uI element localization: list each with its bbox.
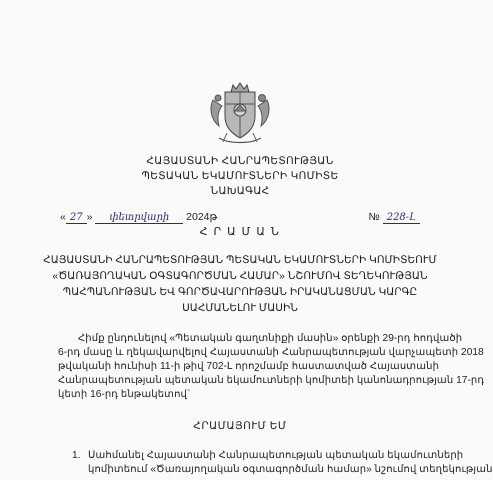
subject-line: «ԾԱՌԱՅՈՂԱԿԱՆ ՕԳՏԱԳՈՐԾՄԱՆ ՀԱՄԱՐ» ՆՇՈՒՄՈՎ ՏԵՂԵԿՈՒԹՅԱՆ: [52, 270, 428, 282]
order-number: № 228-Լ: [369, 211, 420, 223]
subject-line: ՊԱՀՊԱՆՈՒԹՅԱՆ ԵՎ ԳՈՐԾԱՎԱՐՈՒԹՅԱՆ ԻՐԱԿԱՆԱՑՄԱՆ ԿԱՐԳԸ: [62, 286, 418, 298]
item-number: 1.: [72, 450, 81, 461]
document-title: Հ Ր Ա Մ Ա Ն: [199, 226, 281, 238]
paragraph-line: կետի 16-րդ ենթակետով`: [58, 389, 191, 400]
item-line: Սահմանել Հայաստանի Հանրապետության պետական եկամուտների: [88, 450, 464, 461]
order-date: « 27 » փետրվարի 2024թ: [60, 211, 218, 223]
header-country: ՀԱՅԱՍՏԱՆԻ ՀԱՆՐԱՊԵՏՈՒԹՅԱՆ: [146, 155, 334, 167]
paragraph-line: 6-րդ մասը և ղեկավարվելով Հայաստանի Հանրապետության վարչապետի 2018: [58, 347, 484, 358]
order-number-value: 228-Լ: [383, 212, 420, 224]
item-text: [88, 449, 493, 477]
date-day: 27: [66, 212, 87, 224]
coat-of-arms-emblem: [205, 78, 275, 148]
paragraph-line: Հիմք ընդունելով «Պետական գաղտնիքի մասին» օրենքի 29-րդ հոդվածի: [78, 333, 463, 344]
paragraph-line: թվականի հունիսի 11-ի թիվ 702-Լ որոշմամբ հաստատված Հայաստանի: [58, 361, 440, 372]
preamble-paragraph: [58, 332, 485, 402]
date-month: փետրվարի: [95, 212, 183, 224]
decree-heading: ՀՐԱՄԱՅՈՒՄ ԵՄ: [193, 420, 287, 432]
header-committee: ՊԵՏԱԿԱՆ ԵԿԱՄՈՒՏՆԵՐԻ ԿՈՄԻՏԵ: [141, 170, 339, 182]
subject-line: ՍԱՀՄԱՆԵԼՈՒ ՄԱՍԻՆ: [182, 302, 298, 314]
date-year: 2024թ: [186, 211, 218, 223]
paragraph-line: Հանրապետության պետական եկամուտների կոմիտեի կանոնադրության 17-րդ: [58, 375, 485, 386]
order-subject: [40, 252, 440, 316]
header-position: ՆԱԽԱԳԱՀ: [210, 185, 270, 197]
subject-line: ՀԱՅԱՍՏԱՆԻ ՀԱՆՐԱՊԵՏՈՒԹՅԱՆ ՊԵՏԱԿԱՆ ԵԿԱՄՈՒՏՆԵՐԻ ԿՈՄԻՏԵՈՒՄ: [43, 254, 437, 266]
item-line: կոմիտեում «Ծառայողական օգտագործման համար» նշումով տեղեկության: [88, 464, 493, 475]
